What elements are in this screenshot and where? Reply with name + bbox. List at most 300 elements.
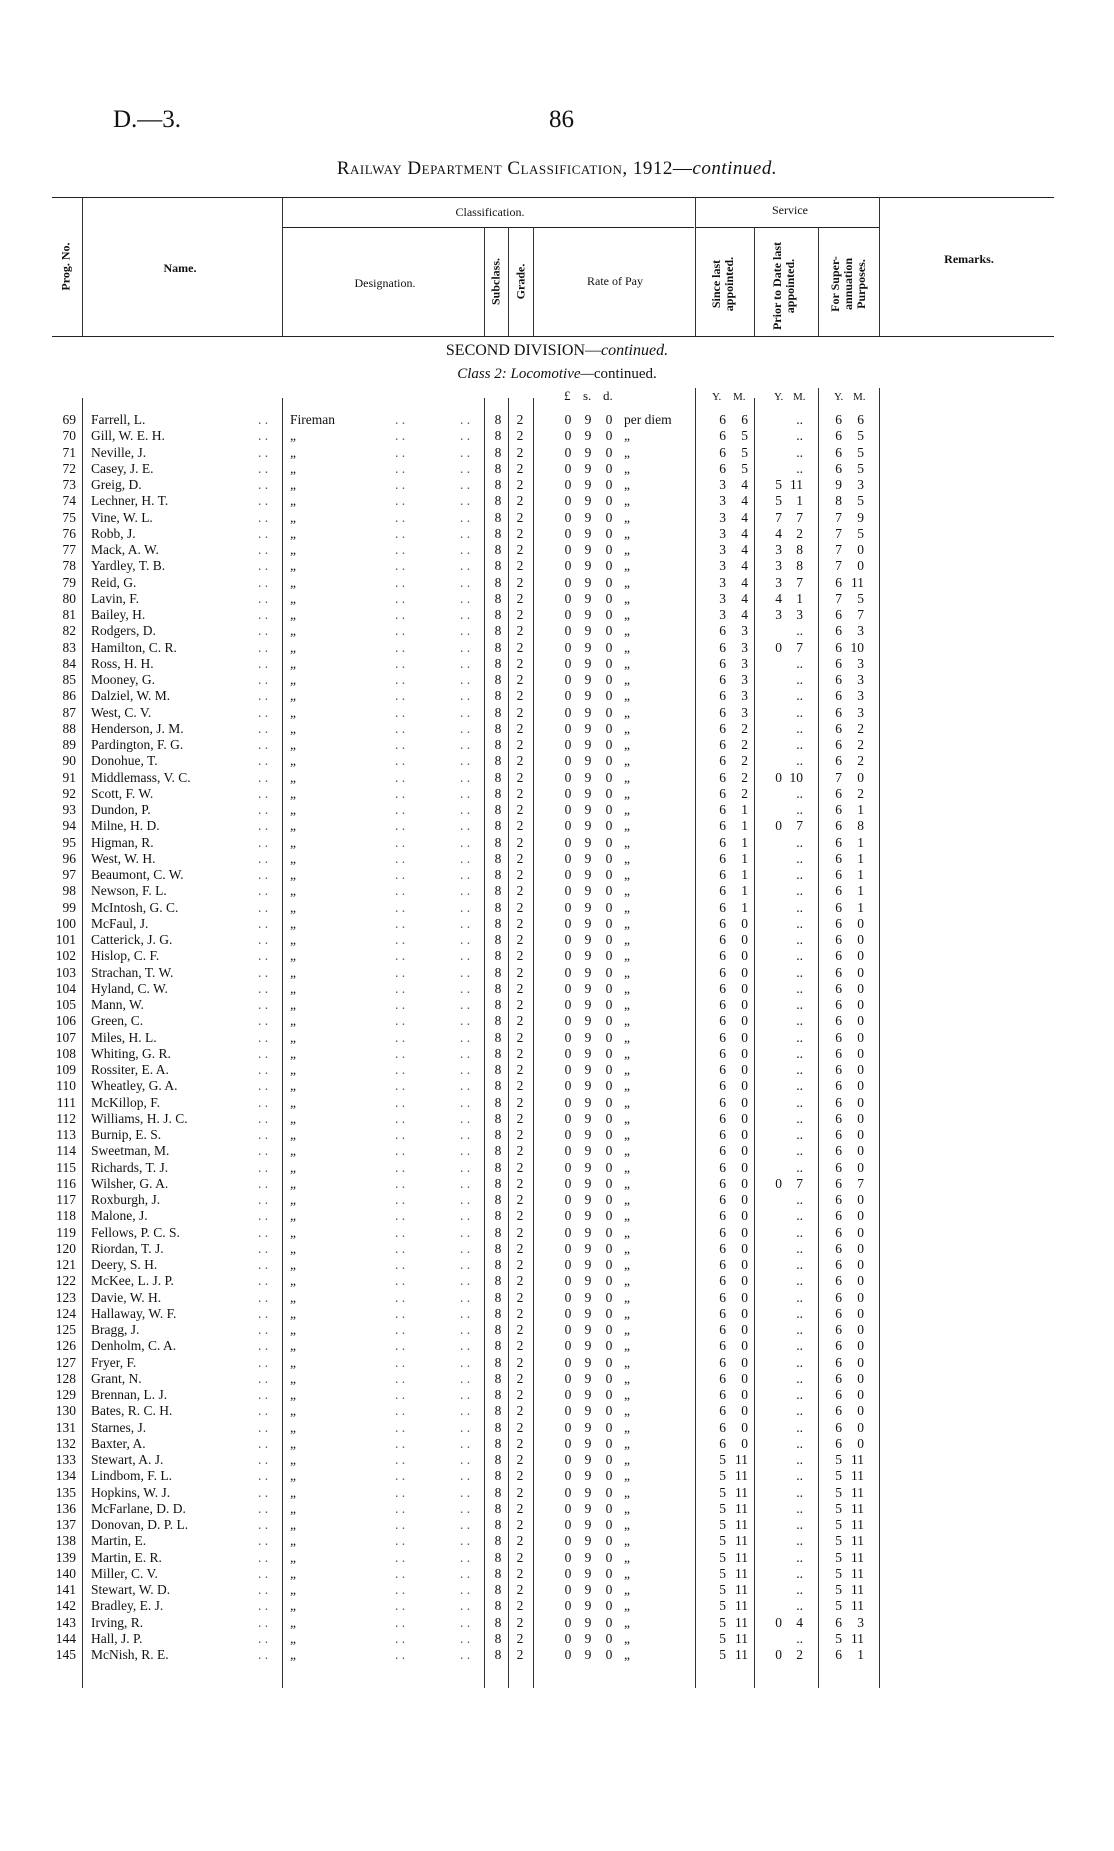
pay-shillings: 9 [584,785,592,801]
super-months: 11 [851,1500,864,1516]
pay-period: „ [624,980,630,996]
designation: „ [290,1175,296,1191]
leader-dots: . . [258,1484,269,1500]
since-years: 6 [719,428,726,444]
grade: 2 [516,1257,524,1272]
prior-months: .. [796,1565,803,1581]
leader-dots: . . [258,1614,269,1630]
leader-dots: . . [395,574,406,590]
grade: 2 [516,1159,524,1175]
since-months: 11 [735,1533,748,1549]
title-main: Railway Department Classification, 1912— [336,158,693,179]
super-years: 5 [835,1500,842,1516]
since-months: 0 [741,1273,748,1289]
super-months: 0 [857,1289,864,1305]
grade: 2 [516,1192,524,1207]
pay-period: „ [624,1338,630,1354]
designation: „ [290,655,296,671]
subclass: 8 [494,607,502,622]
since-months: 4 [741,590,748,606]
pay-pence: 0 [605,1289,613,1305]
leader-dots: . . [395,1110,406,1126]
super-years: 5 [835,1484,842,1500]
super-years: 6 [835,1419,842,1435]
prior-months: .. [796,720,803,736]
since-years: 6 [719,769,726,785]
super-years: 6 [835,1045,842,1061]
super-months: 1 [857,802,864,817]
designation: „ [290,1257,296,1272]
since-years: 3 [719,542,726,557]
col-subclass: Subclass. [488,257,503,306]
super-years: 6 [835,850,842,866]
since-years: 5 [719,1533,726,1549]
grade: 2 [516,1533,524,1549]
table-row [0,1160,1114,1176]
grade: 2 [516,997,524,1012]
pay-pence: 0 [605,980,613,996]
super-years: 7 [835,542,842,557]
leader-dots: . . [460,1582,471,1597]
super-months: 0 [857,1045,864,1061]
since-months: 3 [741,623,748,639]
leader-dots: . . [258,1029,269,1045]
leader-dots: . . [395,818,406,834]
prog-no: 116 [56,1175,76,1191]
designation: „ [290,509,296,525]
super-years: 6 [835,1647,842,1662]
designation: „ [290,542,296,557]
pay-pence: 0 [605,867,613,882]
designation: „ [290,1435,296,1451]
leader-dots: . . [258,1565,269,1581]
pay-period: „ [624,655,630,671]
super-years: 6 [835,932,842,947]
pay-shillings: 9 [584,574,592,590]
pay-shillings: 9 [584,607,592,622]
prior-years: 4 [775,590,782,606]
since-months: 11 [735,1565,748,1581]
pay-period: „ [624,1143,630,1159]
grade: 2 [516,964,524,980]
pay-pounds: 0 [564,590,572,606]
pay-shillings: 9 [584,1549,592,1565]
subclass: 8 [494,980,502,996]
leader-dots: . . [460,672,471,687]
leader-dots: . . [395,1273,406,1289]
pay-pence: 0 [605,850,613,866]
unit-month-prior: M. [793,391,806,403]
prior-years: 3 [775,607,782,622]
pay-shillings: 9 [584,1078,592,1094]
pay-pence: 0 [605,428,613,444]
pay-shillings: 9 [584,639,592,655]
employee-name: Lindbom, F. L. [91,1468,173,1484]
subclass: 8 [494,915,502,931]
prior-months: .. [796,1452,803,1467]
prior-months: 1 [796,493,803,509]
super-months: 11 [851,1484,864,1500]
leader-dots: . . [460,1630,471,1646]
super-years: 6 [835,1094,842,1110]
pay-period: „ [624,1045,630,1061]
prior-months: 2 [796,525,803,541]
pay-period: „ [624,1435,630,1451]
prog-no: 118 [56,1208,76,1224]
grade: 2 [516,1062,524,1077]
pay-pounds: 0 [564,818,572,834]
table-row [0,1013,1114,1029]
super-months: 0 [857,1257,864,1272]
designation: „ [290,1029,296,1045]
pay-period: „ [624,1582,630,1597]
pay-shillings: 9 [584,1045,592,1061]
super-months: 0 [857,915,864,931]
leader-dots: . . [258,672,269,687]
pay-pence: 0 [605,1159,613,1175]
employee-name: Riordan, T. J. [91,1240,164,1256]
prog-no: 130 [55,1403,76,1419]
since-years: 6 [719,948,726,964]
pay-shillings: 9 [584,1175,592,1191]
grade: 2 [516,1338,524,1354]
pay-period: „ [624,1387,630,1402]
section-division: SECOND DIVISION— [445,342,601,359]
prior-months: .. [796,1582,803,1597]
super-months: 5 [857,590,864,606]
pay-shillings: 9 [584,623,592,639]
since-years: 6 [719,1094,726,1110]
leader-dots: . . [395,1403,406,1419]
pay-pence: 0 [605,704,613,720]
since-years: 6 [719,1435,726,1451]
prior-months: 7 [796,1175,803,1191]
pay-pence: 0 [605,672,613,687]
designation: „ [290,1419,296,1435]
table-row [0,688,1114,704]
since-months: 4 [741,493,748,509]
prior-months: .. [796,883,803,899]
employee-name: McKee, L. J. P. [91,1273,174,1289]
employee-name: Wilsher, G. A. [91,1175,169,1191]
designation: „ [290,672,296,687]
super-years: 6 [835,1127,842,1142]
pay-pounds: 0 [564,1468,572,1484]
employee-name: Denholm, C. A. [91,1338,177,1354]
since-years: 6 [719,672,726,687]
employee-name: McIntosh, G. C. [91,899,179,915]
pay-shillings: 9 [584,1419,592,1435]
pay-pence: 0 [605,1094,613,1110]
super-months: 0 [857,1419,864,1435]
pay-pounds: 0 [564,737,572,752]
leader-dots: . . [258,1403,269,1419]
leader-dots: . . [395,1468,406,1484]
leader-dots: . . [395,769,406,785]
subclass: 8 [494,1192,502,1207]
subclass: 8 [494,574,502,590]
prog-no: 83 [62,639,76,655]
pay-pounds: 0 [564,460,572,476]
super-months: 2 [857,720,864,736]
pay-pence: 0 [605,1403,613,1419]
pay-pounds: 0 [564,1143,572,1159]
table-row [0,1257,1114,1273]
prog-no: 107 [55,1029,76,1045]
page-number: 86 [549,106,574,133]
pay-pence: 0 [605,477,613,492]
leader-dots: . . [460,1224,471,1240]
leader-dots: . . [258,655,269,671]
class-label: Class 2: Locomotive— [457,366,594,382]
since-months: 0 [741,1435,748,1451]
since-years: 6 [719,1143,726,1159]
employee-name: West, C. V. [91,704,152,720]
designation: „ [290,1630,296,1646]
super-months: 7 [857,607,864,622]
grade: 2 [516,525,524,541]
employee-name: Catterick, J. G. [91,932,173,947]
leader-dots: . . [258,1582,269,1597]
super-months: 3 [857,1614,864,1630]
super-years: 6 [835,1322,842,1337]
pay-pounds: 0 [564,672,572,687]
prior-months: .. [796,1500,803,1516]
subclass: 8 [494,1045,502,1061]
prog-no: 144 [55,1630,76,1646]
pay-shillings: 9 [584,1468,592,1484]
super-years: 7 [835,590,842,606]
prior-years: 0 [775,769,782,785]
table-row [0,1208,1114,1224]
prog-no: 124 [55,1305,76,1321]
col-remarks: Remarks. [944,252,994,266]
pay-pounds: 0 [564,574,572,590]
prog-no: 117 [56,1192,76,1207]
pay-pounds: 0 [564,1370,572,1386]
pay-period: „ [624,1305,630,1321]
since-years: 6 [719,785,726,801]
employee-name: Gill, W. E. H. [91,428,165,444]
since-months: 11 [735,1484,748,1500]
prog-no: 114 [56,1143,76,1159]
pay-period: „ [624,1322,630,1337]
super-months: 11 [851,1517,864,1532]
pay-pounds: 0 [564,1419,572,1435]
pay-pounds: 0 [564,607,572,622]
prog-no: 128 [55,1370,76,1386]
table-row [0,851,1114,867]
designation: „ [290,980,296,996]
prior-months: .. [796,1435,803,1451]
table-row [0,1095,1114,1111]
leader-dots: . . [258,948,269,964]
header-top-rule [52,197,1054,198]
subclass: 8 [494,558,502,574]
employee-name: Bradley, E. J. [91,1598,164,1614]
grade: 2 [516,1013,524,1029]
super-years: 9 [835,477,842,492]
super-months: 0 [857,1370,864,1386]
subclass: 8 [494,1240,502,1256]
prog-no: 137 [55,1517,76,1532]
prior-months: .. [796,1094,803,1110]
prog-no: 90 [62,753,76,769]
since-months: 0 [741,1387,748,1402]
super-years: 6 [835,1143,842,1159]
pay-shillings: 9 [584,1484,592,1500]
since-months: 3 [741,672,748,687]
grade: 2 [516,785,524,801]
super-months: 3 [857,477,864,492]
super-years: 5 [835,1468,842,1484]
designation: „ [290,883,296,899]
table-row [0,721,1114,737]
super-years: 6 [835,997,842,1012]
leader-dots: . . [395,964,406,980]
prog-no: 136 [55,1500,76,1516]
prog-no: 143 [55,1614,76,1630]
grade: 2 [516,1387,524,1402]
table-row [0,1452,1114,1468]
pay-pounds: 0 [564,1484,572,1500]
subclass: 8 [494,1305,502,1321]
since-months: 1 [741,834,748,850]
grade: 2 [516,753,524,769]
designation: „ [290,915,296,931]
leader-dots: . . [460,1127,471,1142]
since-years: 6 [719,1013,726,1029]
super-months: 11 [851,574,864,590]
pay-period: „ [624,525,630,541]
table-row [0,575,1114,591]
header-bottom-rule [52,336,1054,337]
grade: 2 [516,850,524,866]
leader-dots: . . [395,1029,406,1045]
designation: „ [290,1305,296,1321]
since-months: 0 [741,1078,748,1094]
pay-shillings: 9 [584,737,592,752]
since-months: 4 [741,525,748,541]
since-years: 6 [719,688,726,704]
subclass: 8 [494,1565,502,1581]
leader-dots: . . [395,1240,406,1256]
pay-shillings: 9 [584,1240,592,1256]
prog-no: 76 [62,525,76,541]
pay-pence: 0 [605,1500,613,1516]
subclass: 8 [494,932,502,947]
grade: 2 [516,1127,524,1142]
prior-months: .. [796,915,803,931]
pay-pence: 0 [605,412,613,427]
super-years: 6 [835,1370,842,1386]
prog-no: 97 [62,867,76,882]
leader-dots: . . [460,1192,471,1207]
pay-shillings: 9 [584,932,592,947]
subclass: 8 [494,899,502,915]
leader-dots: . . [460,704,471,720]
designation: „ [290,1110,296,1126]
designation: „ [290,1598,296,1614]
prog-no: 70 [62,428,76,444]
since-months: 0 [741,1224,748,1240]
grade: 2 [516,1370,524,1386]
pay-period: „ [624,590,630,606]
leader-dots: . . [460,574,471,590]
super-years: 7 [835,558,842,574]
super-years: 6 [835,428,842,444]
pay-pounds: 0 [564,1387,572,1402]
grade: 2 [516,899,524,915]
prior-months: 7 [796,574,803,590]
since-months: 0 [741,980,748,996]
divider-designation [484,227,485,336]
leader-dots: . . [395,980,406,996]
pay-shillings: 9 [584,1354,592,1370]
leader-dots: . . [395,1354,406,1370]
employee-name: Green, C. [91,1013,144,1029]
leader-dots: . . [258,997,269,1012]
grade: 2 [516,1647,524,1662]
grade: 2 [516,655,524,671]
prior-years: 5 [775,477,782,492]
prior-months: 4 [796,1614,803,1630]
super-months: 0 [857,948,864,964]
classification-rule [282,227,694,228]
grade: 2 [516,1078,524,1094]
designation: „ [290,590,296,606]
designation: „ [290,1387,296,1402]
since-years: 6 [719,883,726,899]
since-months: 0 [741,932,748,947]
since-years: 5 [719,1452,726,1467]
table-row [0,526,1114,542]
super-months: 3 [857,672,864,687]
pay-pounds: 0 [564,1257,572,1272]
pay-pence: 0 [605,1078,613,1094]
table-row [0,883,1114,899]
since-years: 5 [719,1614,726,1630]
leader-dots: . . [460,964,471,980]
employee-name: Greig, D. [91,477,142,492]
pay-shillings: 9 [584,704,592,720]
leader-dots: . . [258,1240,269,1256]
leader-dots: . . [460,915,471,931]
employee-name: Rodgers, D. [91,623,156,639]
since-months: 0 [741,1143,748,1159]
employee-name: Fryer, F. [91,1354,137,1370]
super-years: 6 [835,1338,842,1354]
subclass: 8 [494,948,502,964]
grade: 2 [516,948,524,964]
prior-months: .. [796,1078,803,1094]
since-months: 1 [741,818,748,834]
since-months: 4 [741,607,748,622]
super-years: 7 [835,525,842,541]
table-row [0,1338,1114,1354]
leader-dots: . . [460,493,471,509]
title-continued: continued. [692,158,778,179]
table-row [0,1225,1114,1241]
pay-period: „ [624,688,630,704]
table-row [0,916,1114,932]
table-row [0,1078,1114,1094]
leader-dots: . . [395,1533,406,1549]
super-years: 6 [835,574,842,590]
table-row [0,493,1114,509]
leader-dots: . . [258,444,269,460]
pay-pounds: 0 [564,1127,572,1142]
